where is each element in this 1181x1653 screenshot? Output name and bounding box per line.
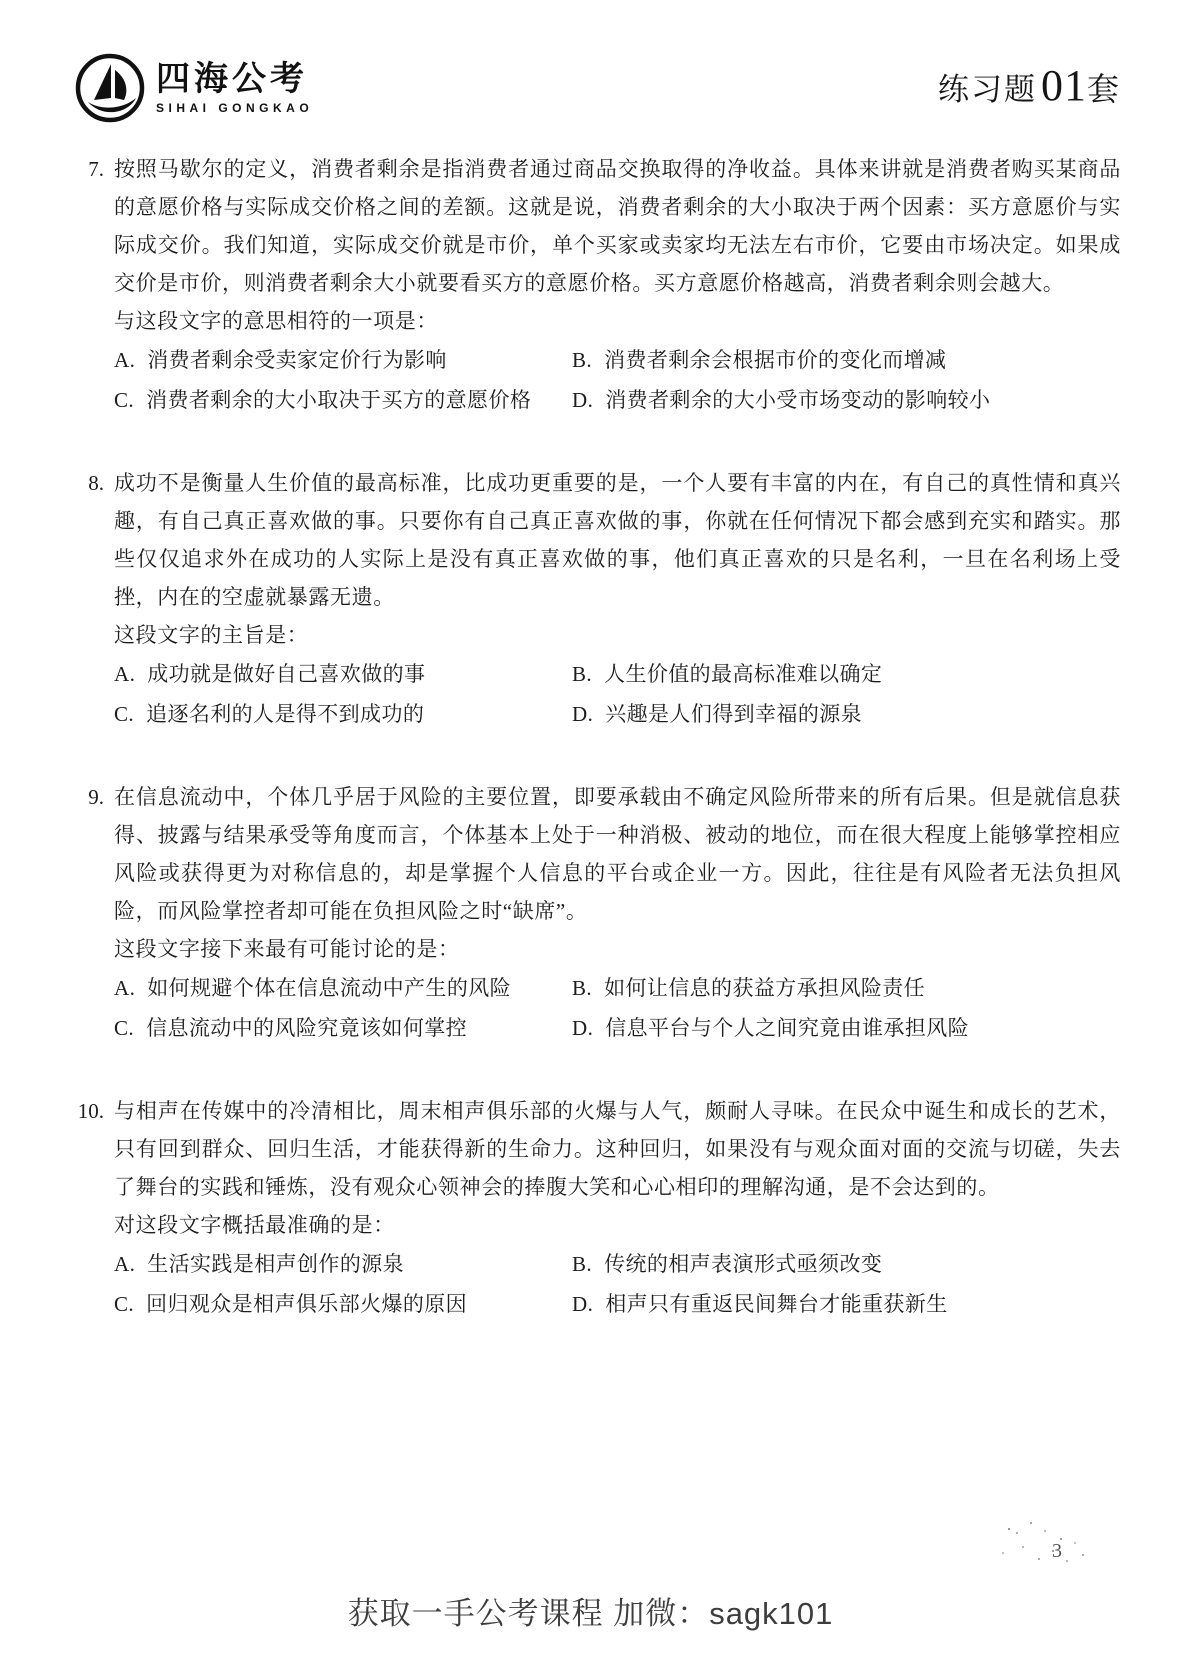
set-title-suffix: 套	[1086, 71, 1119, 107]
option-label: B.	[572, 1252, 593, 1276]
option-label: B.	[572, 348, 593, 372]
option-label: D.	[572, 1016, 594, 1040]
option-text: 消费者剩余会根据市价的变化而增减	[604, 348, 947, 372]
question-prompt: 对这段文字概括最准确的是：	[114, 1213, 395, 1237]
option-b	[572, 1244, 1121, 1284]
option-label: D.	[572, 388, 594, 412]
question-options	[114, 968, 1121, 1048]
option-label: C.	[114, 702, 135, 726]
question-prompt: 这段文字的主旨是：	[114, 623, 309, 647]
set-title-number: 01	[1040, 61, 1087, 110]
question-list	[0, 124, 1181, 1324]
option-label: C.	[114, 1016, 135, 1040]
option-text: 成功就是做好自己喜欢做的事	[147, 662, 426, 686]
brand-subtitle: SIHAI GONGKAO	[156, 101, 314, 115]
option-text: 信息流动中的风险究竟该如何掌控	[146, 1016, 468, 1040]
option-c	[114, 1284, 572, 1324]
option-text: 消费者剩余的大小受市场变动的影响较小	[605, 388, 991, 412]
option-d	[572, 1284, 1121, 1324]
question-options	[114, 654, 1121, 734]
option-text: 如何规避个体在信息流动中产生的风险	[147, 976, 512, 1000]
question-options	[114, 1244, 1121, 1324]
option-label: A.	[114, 1252, 136, 1276]
question-body	[114, 150, 1121, 420]
option-label: B.	[572, 976, 593, 1000]
option-text: 生活实践是相声创作的源泉	[147, 1252, 405, 1276]
option-a	[114, 654, 572, 694]
question-number: 10.	[77, 1099, 104, 1123]
sailboat-logo-icon	[74, 52, 146, 124]
option-label: B.	[572, 662, 593, 686]
option-label: D.	[572, 702, 594, 726]
question-options	[114, 340, 1121, 420]
promo-watermark-text: 获取一手公考课程 加微：sagk101	[347, 1596, 834, 1631]
option-b	[572, 340, 1121, 380]
question-stem: 与相声在传媒中的冷清相比，周末相声俱乐部的火爆与人气，颇耐人寻味。在民众中诞生和成长的艺术，只有回到群众、回归生活，才能获得新的生命力。这种回归，如果没有与观众面对面的交流与切磋，失去了舞台的实践和锤炼，没有观众心领神会的捧腹大笑和心心相印的理解沟通，是不会达到的。	[114, 1099, 1121, 1199]
practice-set-title	[938, 60, 1119, 111]
question-stem: 成功不是衡量人生价值的最高标准，比成功更重要的是，一个人要有丰富的内在，有自己的真性情和真兴趣，有自己真正喜欢做的事。只要你有自己真正喜欢做的事，你就在任何情况下都会感到充实和踏实。那些仅仅追求外在成功的人实际上是没有真正喜欢做的事，他们真正喜欢的只是名利，一旦在名利场上受挫，内在的空虚就暴露无遗。	[114, 471, 1121, 609]
option-text: 兴趣是人们得到幸福的源泉	[605, 702, 863, 726]
question-body	[114, 464, 1121, 734]
option-a	[114, 1244, 572, 1284]
option-c	[114, 380, 572, 420]
option-b	[572, 968, 1121, 1008]
page-header	[0, 0, 1181, 124]
option-text: 回归观众是相声俱乐部火爆的原因	[146, 1292, 468, 1316]
option-b	[572, 654, 1121, 694]
question-9	[48, 778, 1121, 1048]
option-d	[572, 694, 1121, 734]
option-text: 传统的相声表演形式亟须改变	[604, 1252, 883, 1276]
set-title-prefix: 练习题	[937, 72, 1037, 107]
option-c	[114, 694, 572, 734]
option-c	[114, 1008, 572, 1048]
question-body	[114, 1092, 1121, 1324]
option-text: 如何让信息的获益方承担风险责任	[604, 976, 926, 1000]
option-label: D.	[572, 1292, 594, 1316]
option-label: A.	[114, 348, 136, 372]
question-stem: 按照马歇尔的定义，消费者剩余是指消费者通过商品交换取得的净收益。具体来讲就是消费者购买某商品的意愿价格与实际成交价格之间的差额。这就是说，消费者剩余的大小取决于两个因素：买方意愿价与实际成交价。我们知道，实际成交价就是市价，单个买家或卖家均无法左右市价，它要由市场决定。如果成交价是市价，则消费者剩余大小就要看买方的意愿价格。买方意愿价格越高，消费者剩余则会越大。	[114, 157, 1121, 295]
option-label: C.	[114, 388, 135, 412]
question-8	[48, 464, 1121, 734]
option-a	[114, 340, 572, 380]
option-d	[572, 380, 1121, 420]
question-prompt: 与这段文字的意思相符的一项是：	[114, 309, 438, 333]
option-text: 人生价值的最高标准难以确定	[604, 662, 883, 686]
brand-name: 四海公考	[156, 60, 308, 98]
question-stem: 在信息流动中，个体几乎居于风险的主要位置，即要承载由不确定风险所带来的所有后果。但是就信息获得、披露与结果承受等角度而言，个体基本上处于一种消极、被动的地位，而在很大程度上能够掌控相应风险或获得更为对称信息的，却是掌握个人信息的平台或企业一方。因此，往往是有风险者无法负担风险，而风险掌控者却可能在负担风险之时“缺席”。	[114, 785, 1121, 923]
question-7	[48, 150, 1121, 420]
option-text: 相声只有重返民间舞台才能重获新生	[605, 1292, 948, 1316]
question-body	[114, 778, 1121, 1048]
brand	[74, 52, 313, 124]
option-text: 消费者剩余的大小取决于买方的意愿价格	[146, 388, 532, 412]
option-a	[114, 968, 572, 1008]
brand-text	[156, 62, 313, 114]
option-d	[572, 1008, 1121, 1048]
question-number: 7.	[88, 157, 104, 181]
option-label: C.	[114, 1292, 135, 1316]
scan-noise-speckles	[1008, 1528, 1010, 1530]
question-number: 8.	[88, 471, 104, 495]
option-text: 信息平台与个人之间究竟由谁承担风险	[605, 1016, 970, 1040]
option-text: 追逐名利的人是得不到成功的	[146, 702, 425, 726]
option-text: 消费者剩余受卖家定价行为影响	[147, 348, 447, 372]
question-prompt: 这段文字接下来最有可能讨论的是：	[114, 937, 460, 961]
option-label: A.	[114, 662, 136, 686]
page-number: 3	[1052, 1540, 1062, 1562]
option-label: A.	[114, 976, 136, 1000]
question-10	[48, 1092, 1121, 1324]
question-number: 9.	[88, 785, 104, 809]
